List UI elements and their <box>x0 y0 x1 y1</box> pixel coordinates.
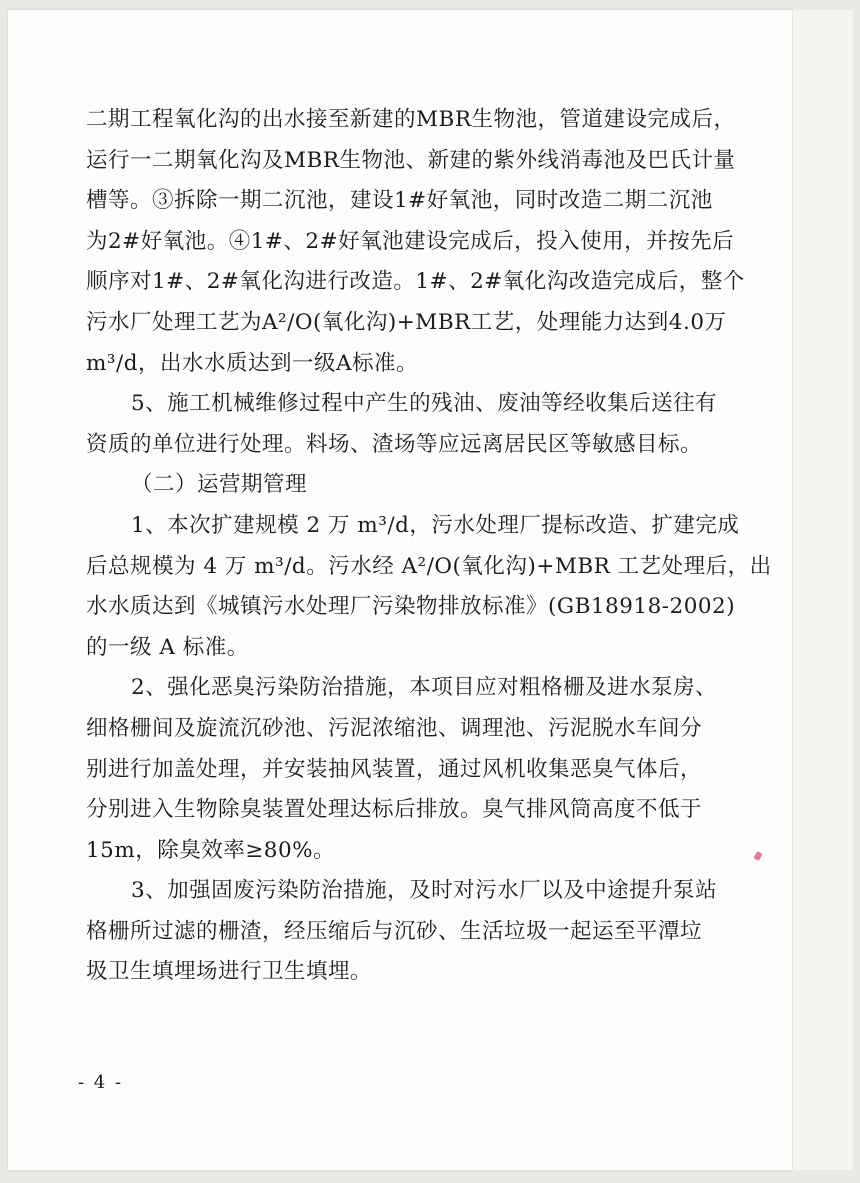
text-line: 分别进入生物除臭装置处理达标后排放。臭气排风筒高度不低于 <box>86 797 703 823</box>
text-line: 槽等。③拆除一期二沉池，建设1#好氧池，同时改造二期二沉池 <box>86 188 713 214</box>
text-line: 资质的单位进行处理。料场、渣场等应远离居民区等敏感目标。 <box>86 431 703 457</box>
text-line: 格栅所过滤的栅渣，经压缩后与沉砂、生活垃圾一起运至平潭垃 <box>86 918 703 944</box>
section-heading: （二）运营期管理 <box>131 472 308 498</box>
text-line: 后总规模为 4 万 m³/d。污水经 A²/O(氧化沟)+MBR 工艺处理后，出 <box>86 553 772 579</box>
text-line: 细格栅间及旋流沉砂池、污泥浓缩池、调理池、污泥脱水车间分 <box>86 715 703 741</box>
text-line: 别进行加盖处理，并安装抽风装置，通过风机收集恶臭气体后， <box>86 756 703 782</box>
text-line: 圾卫生填埋场进行卫生填埋。 <box>86 959 373 985</box>
text-line: 15m，除臭效率≥80%。 <box>86 837 336 863</box>
text-line: 的一级 A 标准。 <box>86 634 249 660</box>
page-number: - 4 - <box>78 1072 124 1093</box>
text-line: m³/d，出水水质达到一级A标准。 <box>86 350 419 376</box>
paragraph-start: 5、施工机械维修过程中产生的残油、废油等经收集后送往有 <box>131 391 718 417</box>
document-body <box>86 100 772 993</box>
text-line: 污水厂处理工艺为A²/O(氧化沟)+MBR工艺，处理能力达到4.0万 <box>86 309 727 335</box>
text-line: 二期工程氧化沟的出水接至新建的MBR生物池，管道建设完成后， <box>86 107 736 132</box>
text-line: 运行一二期氧化沟及MBR生物池、新建的紫外线消毒池及巴氏计量 <box>86 147 736 173</box>
paragraph-start: 3、加强固废污染防治措施，及时对污水厂以及中途提升泵站 <box>131 878 718 904</box>
paragraph-start: 1、本次扩建规模 2 万 m³/d，污水处理厂提标改造、扩建完成 <box>131 512 740 538</box>
page-edge <box>792 10 853 1170</box>
text-line: 水水质达到《城镇污水处理厂污染物排放标准》(GB18918-2002) <box>86 594 736 620</box>
text-line: 顺序对1#、2#氧化沟进行改造。1#、2#氧化沟改造完成后，整个 <box>86 269 745 295</box>
text-line: 为2#好氧池。④1#、2#好氧池建设完成后，投入使用，并按先后 <box>86 228 735 254</box>
paragraph-start: 2、强化恶臭污染防治措施，本项目应对粗格栅及进水泵房、 <box>131 675 718 701</box>
